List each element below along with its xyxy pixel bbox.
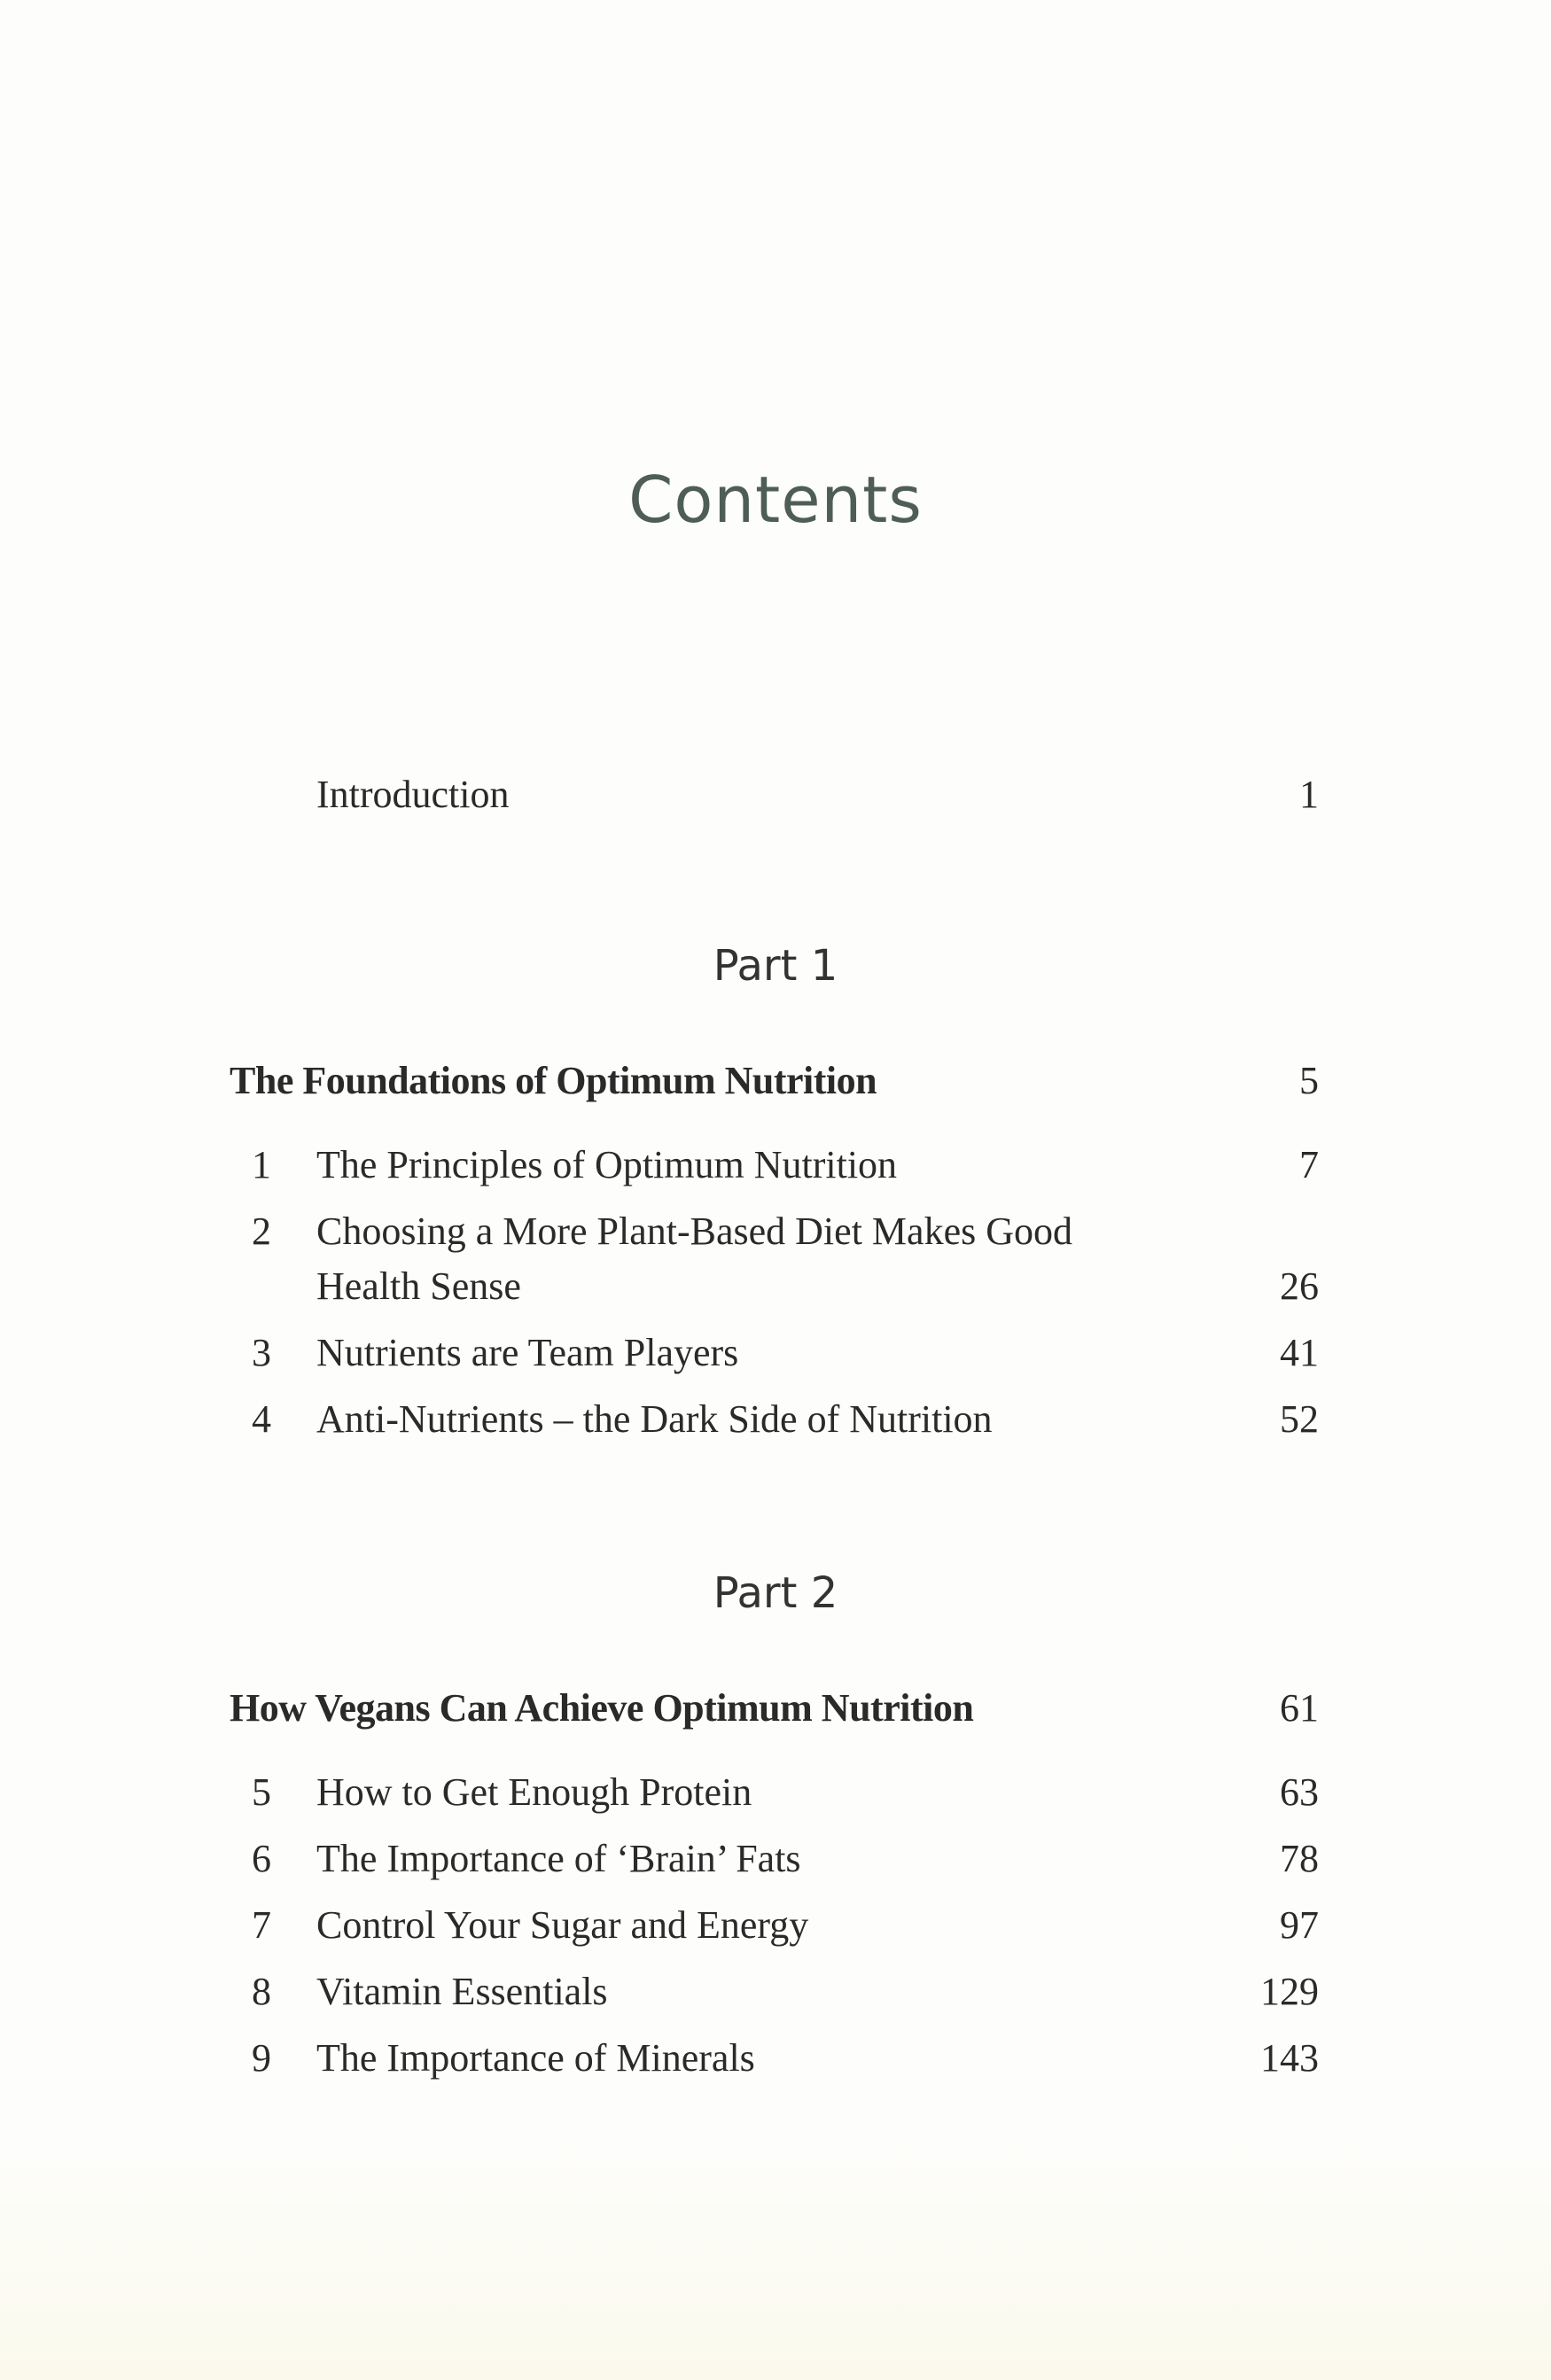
chapter-number: 6 — [252, 1837, 271, 1880]
toc-chapter-row[interactable] — [0, 1903, 1551, 1948]
toc-page-number: 61 — [1280, 1686, 1319, 1730]
chapter-number: 3 — [252, 1331, 271, 1374]
toc-chapter-row[interactable] — [0, 1331, 1551, 1375]
chapter-number: 9 — [252, 2036, 271, 2080]
toc-page-number: 129 — [1260, 1970, 1319, 2013]
toc-page-number: 26 — [1280, 1264, 1319, 1308]
chapter-number: 4 — [252, 1397, 271, 1441]
chapter-title: Anti-Nutrients – the Dark Side of Nutrition — [316, 1397, 993, 1441]
toc-page-number: 63 — [1280, 1770, 1319, 1814]
toc-section-label: The Foundations of Optimum Nutrition — [230, 1059, 877, 1102]
toc-chapter-row[interactable] — [0, 1837, 1551, 1881]
chapter-title: Choosing a More Plant-Based Diet Makes Good — [316, 1209, 1072, 1253]
page-shading — [0, 2150, 1551, 2380]
toc-chapter-row[interactable] — [0, 2036, 1551, 2081]
toc-page-number: 97 — [1280, 1903, 1319, 1947]
toc-page-number: 78 — [1280, 1837, 1319, 1880]
toc-chapter-row[interactable] — [0, 1397, 1551, 1442]
part-heading-1: Part 1 — [713, 941, 838, 991]
toc-chapter-row[interactable] — [0, 1770, 1551, 1815]
chapter-title: Nutrients are Team Players — [316, 1331, 739, 1374]
toc-entry-introduction[interactable] — [0, 773, 1551, 817]
chapter-title: Control Your Sugar and Energy — [316, 1903, 809, 1947]
toc-entry-label: Introduction — [316, 773, 510, 816]
page-title: Contents — [628, 463, 923, 537]
chapter-title: Vitamin Essentials — [316, 1970, 608, 2013]
toc-section-heading[interactable] — [0, 1686, 1551, 1731]
part-heading-2: Part 2 — [713, 1568, 838, 1618]
toc-section-label: How Vegans Can Achieve Optimum Nutrition — [230, 1686, 974, 1730]
toc-page-number: 1 — [1299, 773, 1319, 816]
toc-section-heading[interactable] — [0, 1059, 1551, 1103]
toc-chapter-row[interactable] — [0, 1143, 1551, 1187]
toc-page-number: 52 — [1280, 1397, 1319, 1441]
chapter-title: The Principles of Optimum Nutrition — [316, 1143, 898, 1186]
chapter-number: 2 — [252, 1209, 271, 1253]
chapter-number: 8 — [252, 1970, 271, 2013]
chapter-number: 7 — [252, 1903, 271, 1947]
toc-chapter-row-continuation[interactable] — [0, 1264, 1551, 1309]
toc-page-number: 7 — [1299, 1143, 1319, 1186]
toc-page-number: 143 — [1260, 2036, 1319, 2080]
chapter-title-line2: Health Sense — [316, 1264, 521, 1308]
chapter-number: 1 — [252, 1143, 271, 1186]
toc-chapter-row[interactable] — [0, 1209, 1551, 1254]
chapter-title: The Importance of ‘Brain’ Fats — [316, 1837, 801, 1880]
chapter-title: The Importance of Minerals — [316, 2036, 755, 2080]
chapter-number: 5 — [252, 1770, 271, 1814]
toc-chapter-row[interactable] — [0, 1970, 1551, 2014]
chapter-title: How to Get Enough Protein — [316, 1770, 752, 1814]
toc-page-number: 5 — [1299, 1059, 1319, 1102]
toc-page-number: 41 — [1280, 1331, 1319, 1374]
